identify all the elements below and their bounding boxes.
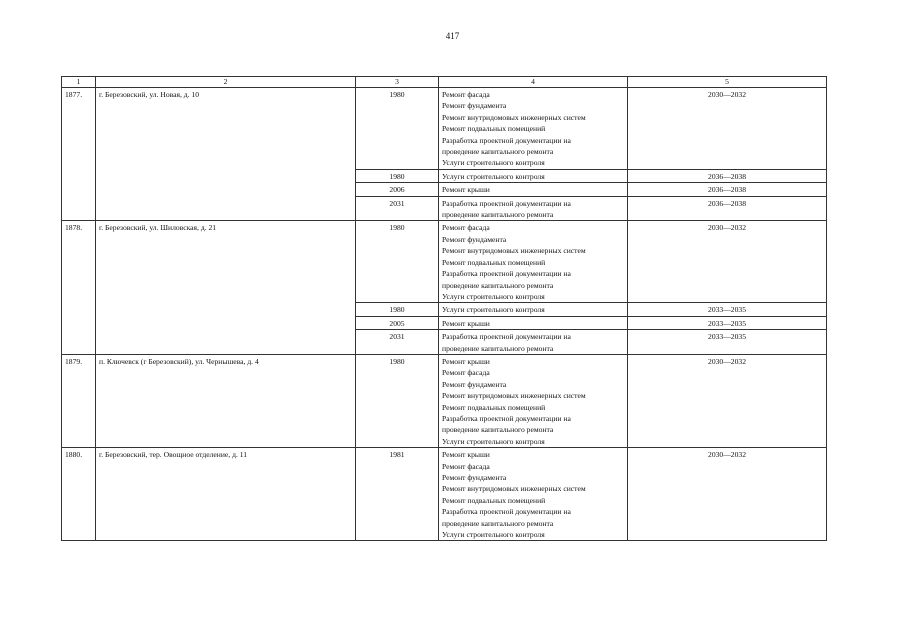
- year-cell: 1980: [356, 88, 439, 170]
- work-item: Ремонт крыши: [442, 450, 490, 460]
- work-item: проведение капитального ремонта: [442, 210, 554, 220]
- table-row: [62, 221, 827, 303]
- period-cell: 2030—2032: [628, 448, 827, 541]
- address-cell: г. Березовский, тер. Овощное отделение, д. 11: [96, 448, 356, 541]
- header-cell-2: 2: [96, 77, 356, 88]
- work-item: Услуги строительного контроля: [442, 436, 545, 446]
- work-item: проведение капитального ремонта: [442, 343, 554, 353]
- work-item: Разработка проектной документации на: [442, 507, 571, 517]
- header-cell-1: 1: [62, 77, 96, 88]
- work-item: Ремонт внутридомовых инженерных систем: [442, 391, 586, 401]
- work-item: Услуги строительного контроля: [442, 291, 545, 301]
- works-cell: [439, 183, 628, 196]
- header-cell-5: 5: [628, 77, 827, 88]
- year-cell: 1981: [356, 448, 439, 541]
- work-item: проведение капитального ремонта: [442, 280, 554, 290]
- works-cell: [439, 303, 628, 316]
- entry-number: 1878.: [62, 221, 96, 354]
- work-item: Ремонт крыши: [442, 356, 490, 366]
- works-cell: [439, 448, 628, 541]
- header-cell-4: 4: [439, 77, 628, 88]
- period-cell: 2033—2035: [628, 330, 827, 355]
- year-cell: 2005: [356, 316, 439, 329]
- period-cell: 2030—2032: [628, 221, 827, 303]
- work-item: Ремонт крыши: [442, 185, 490, 195]
- work-item: Ремонт фасада: [442, 90, 490, 99]
- works-cell: [439, 88, 628, 170]
- work-item: проведение капитального ремонта: [442, 425, 554, 435]
- entry-number: 1880.: [62, 448, 96, 541]
- work-item: Ремонт фасада: [442, 223, 490, 233]
- work-item: проведение капитального ремонта: [442, 518, 554, 528]
- year-cell: 1980: [356, 221, 439, 303]
- works-cell: [439, 169, 628, 182]
- work-item: Ремонт фундамента: [442, 101, 507, 111]
- works-cell: [439, 196, 628, 221]
- address-cell: г. Березовский, ул. Новая, д. 10: [96, 88, 356, 221]
- work-item: Ремонт внутридомовых инженерных систем: [442, 246, 586, 256]
- work-item: Услуги строительного контроля: [442, 305, 545, 315]
- work-item: Услуги строительного контроля: [442, 530, 545, 540]
- table-body: [62, 77, 827, 541]
- year-cell: 1980: [356, 354, 439, 447]
- works-cell: [439, 330, 628, 355]
- work-item: Ремонт крыши: [442, 318, 490, 328]
- repair-schedule-table: [61, 76, 827, 541]
- work-item: Ремонт подвальных помещений: [442, 124, 546, 134]
- work-item: Ремонт внутридомовых инженерных систем: [442, 112, 586, 122]
- period-cell: 2030—2032: [628, 354, 827, 447]
- year-cell: 2006: [356, 183, 439, 196]
- works-cell: [439, 221, 628, 303]
- year-cell: 2031: [356, 196, 439, 221]
- work-item: Услуги строительного контроля: [442, 171, 545, 181]
- entry-number: 1877.: [62, 88, 96, 221]
- work-item: Ремонт фундамента: [442, 379, 507, 389]
- work-item: Ремонт подвальных помещений: [442, 402, 546, 412]
- table-row: [62, 354, 827, 447]
- period-cell: 2036—2038: [628, 196, 827, 221]
- address-cell: г. Березовский, ул. Шиловская, д. 21: [96, 221, 356, 354]
- table-row: [62, 88, 827, 170]
- works-cell: [439, 354, 628, 447]
- works-cell: [439, 316, 628, 329]
- header-row: [62, 77, 827, 88]
- period-cell: 2030—2032: [628, 88, 827, 170]
- work-item: Разработка проектной документации на: [442, 269, 571, 279]
- table-row: [62, 448, 827, 541]
- work-item: проведение капитального ремонта: [442, 147, 554, 157]
- work-item: Разработка проектной документации на: [442, 198, 571, 208]
- work-item: Ремонт внутридомовых инженерных систем: [442, 484, 586, 494]
- period-cell: 2036—2038: [628, 169, 827, 182]
- work-item: Разработка проектной документации на: [442, 135, 571, 145]
- work-item: Разработка проектной документации на: [442, 332, 571, 342]
- page-number: 417: [445, 31, 460, 41]
- work-item: Ремонт фундамента: [442, 234, 507, 244]
- year-cell: 1980: [356, 303, 439, 316]
- period-cell: 2036—2038: [628, 183, 827, 196]
- entry-number: 1879.: [62, 354, 96, 447]
- work-item: Ремонт подвальных помещений: [442, 495, 546, 505]
- work-item: Услуги строительного контроля: [442, 158, 545, 168]
- header-cell-3: 3: [356, 77, 439, 88]
- work-item: Разработка проектной документации на: [442, 413, 571, 423]
- work-item: Ремонт фундамента: [442, 473, 507, 482]
- period-cell: 2033—2035: [628, 316, 827, 329]
- period-cell: 2033—2035: [628, 303, 827, 316]
- address-cell: п. Ключевск (г Березовский), ул. Чернышева, д. 4: [96, 354, 356, 447]
- year-cell: 2031: [356, 330, 439, 355]
- work-item: Ремонт подвальных помещений: [442, 257, 546, 267]
- year-cell: 1980: [356, 169, 439, 182]
- work-item: Ремонт фасада: [442, 461, 490, 471]
- work-item: Ремонт фасада: [442, 368, 490, 378]
